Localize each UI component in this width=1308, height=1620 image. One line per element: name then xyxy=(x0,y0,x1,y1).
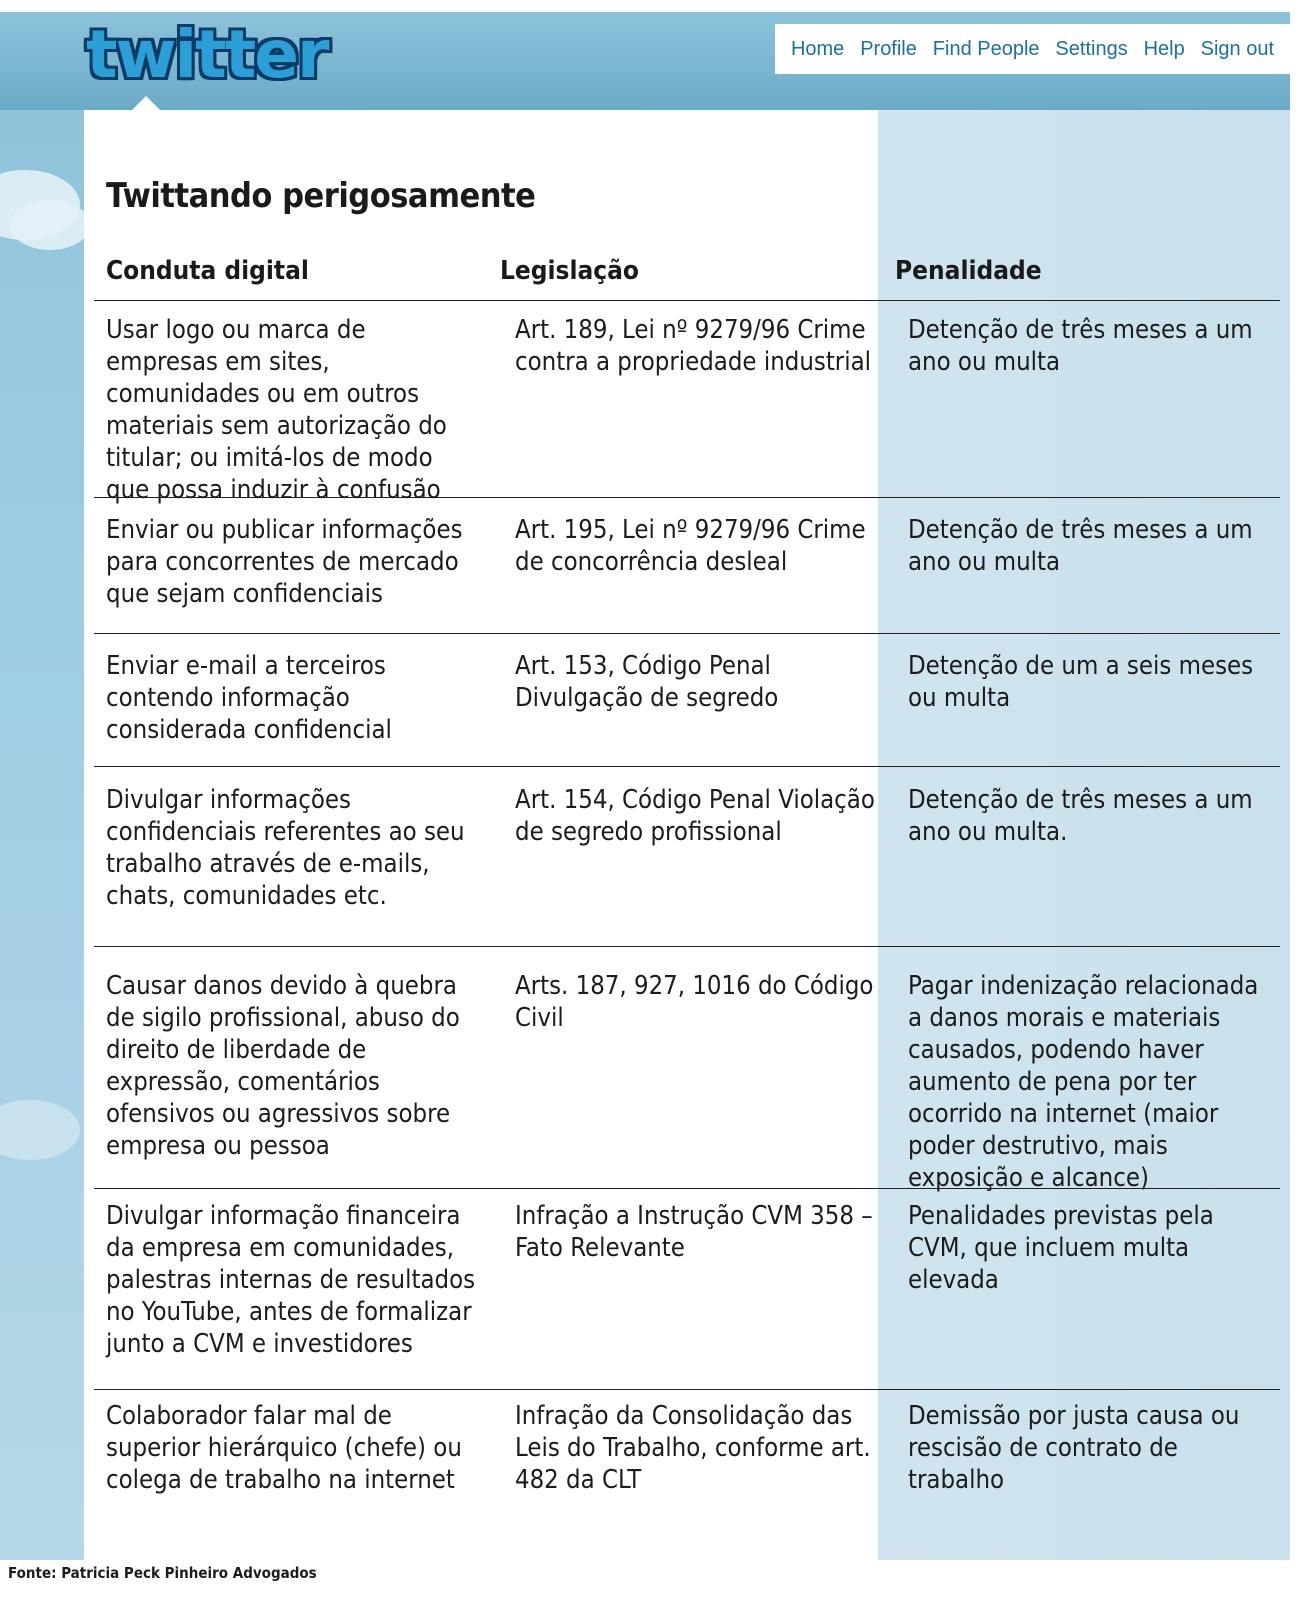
nav-sign-out[interactable]: Sign out xyxy=(1200,37,1274,60)
nav-settings[interactable]: Settings xyxy=(1055,37,1128,60)
column-header-conduta: Conduta digital xyxy=(106,256,309,286)
row1-conduta: Usar logo ou marca de empresas em sites, comunidades ou em outros materiais sem autorização do titular; ou imitá-los de modo que possa induzir à confusão xyxy=(106,315,447,505)
row4-penalidade: Detenção de três meses a um ano ou multa. xyxy=(908,785,1253,847)
top-nav xyxy=(775,24,1290,74)
row4-legislacao: Art. 154, Código Penal Violação de segredo profissional xyxy=(515,785,875,847)
twitter-logo[interactable]: twitter xyxy=(86,16,328,93)
row7-legislacao: Infração da Consolidação das Leis do Trabalho, conforme art. 482 da CLT xyxy=(515,1401,871,1495)
nav-find-people[interactable]: Find People xyxy=(932,37,1040,60)
row6-penalidade: Penalidades previstas pela CVM, que incluem multa elevada xyxy=(908,1201,1214,1295)
table-rule xyxy=(94,300,1280,301)
row3-penalidade: Detenção de um a seis meses ou multa xyxy=(908,651,1254,713)
row2-legislacao: Art. 195, Lei nº 9279/96 Crime de concorrência desleal xyxy=(515,515,866,577)
row7-conduta: Colaborador falar mal de superior hierárquico (chefe) ou colega de trabalho na internet xyxy=(106,1401,462,1495)
table-rule xyxy=(94,766,1280,767)
row5-conduta: Causar danos devido à quebra de sigilo profissional, abuso do direito de liberdade de expressão, comentários ofensivos ou agressivos sobre empresa ou pessoa xyxy=(106,971,460,1161)
nav-profile[interactable]: Profile xyxy=(860,37,917,60)
row5-penalidade: Pagar indenização relacionada a danos morais e materiais causados, podendo haver aumento de pena por ter ocorrido na internet (maior poder destrutivo, mais exposição e alcance) xyxy=(908,971,1259,1193)
cloud xyxy=(10,200,90,250)
row6-legislacao: Infração a Instrução CVM 358 – Fato Relevante xyxy=(515,1201,873,1263)
table-rule xyxy=(94,946,1280,947)
banner-notch xyxy=(130,96,162,112)
row3-conduta: Enviar e-mail a terceiros contendo informação considerada confidencial xyxy=(106,651,392,745)
row3-legislacao: Art. 153, Código Penal Divulgação de segredo xyxy=(515,651,779,713)
row4-conduta: Divulgar informações confidenciais referentes ao seu trabalho através de e-mails, chats, comunidades etc. xyxy=(106,785,465,911)
column-header-penalidade: Penalidade xyxy=(895,256,1042,286)
nav-home[interactable]: Home xyxy=(790,37,845,60)
row6-conduta: Divulgar informação financeira da empresa em comunidades, palestras internas de resultados no YouTube, antes de formalizar junto a CVM e investidores xyxy=(106,1201,476,1359)
row1-penalidade: Detenção de três meses a um ano ou multa xyxy=(908,315,1253,377)
row2-penalidade: Detenção de três meses a um ano ou multa xyxy=(908,515,1253,577)
table-rule xyxy=(94,1389,1280,1390)
row5-legislacao: Arts. 187, 927, 1016 do Código Civil xyxy=(515,971,874,1033)
source-credit: Fonte: Patricia Peck Pinheiro Advogados xyxy=(8,1564,317,1582)
sky-background xyxy=(0,110,84,1560)
row7-penalidade: Demissão por justa causa ou rescisão de contrato de trabalho xyxy=(908,1401,1240,1495)
column-header-legislacao: Legislação xyxy=(500,256,639,286)
row1-legislacao: Art. 189, Lei nº 9279/96 Crime contra a propriedade industrial xyxy=(515,315,872,377)
table-rule xyxy=(94,633,1280,634)
page-title: Twittando perigosamente xyxy=(106,176,536,216)
row2-conduta: Enviar ou publicar informações para concorrentes de mercado que sejam confidenciais xyxy=(106,515,463,609)
nav-help[interactable]: Help xyxy=(1143,37,1185,60)
